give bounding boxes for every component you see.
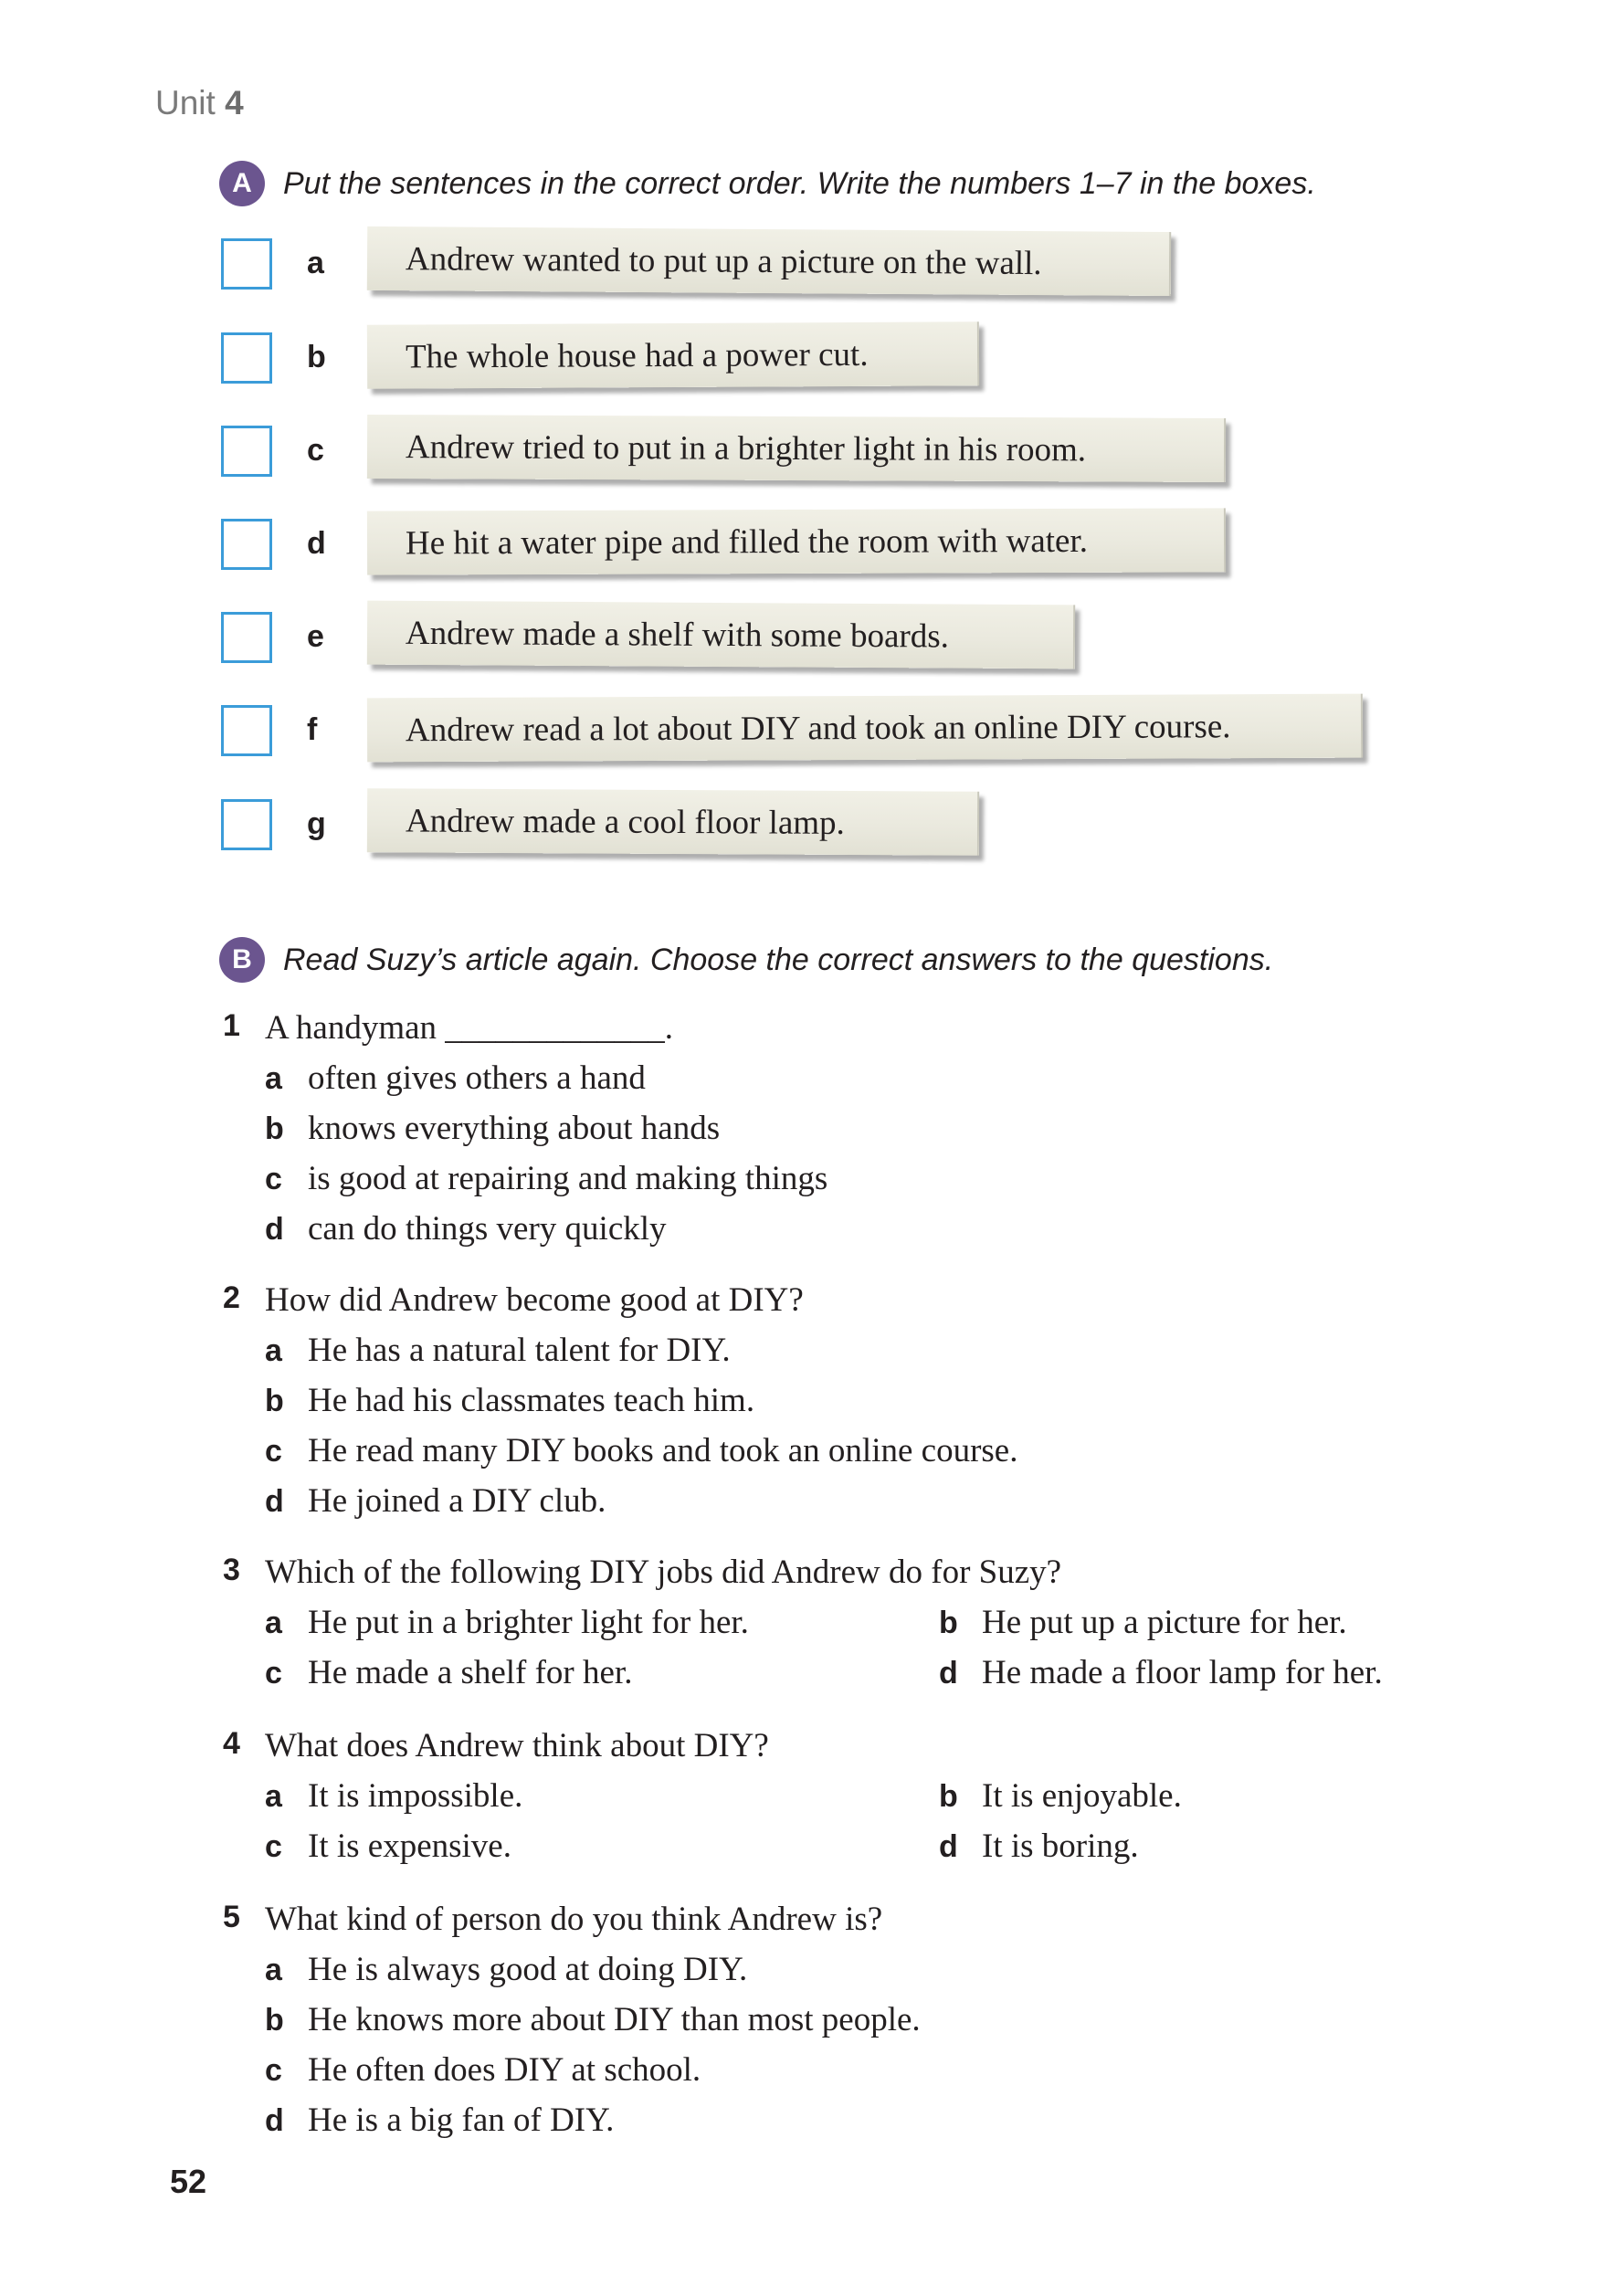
- option-letter: a: [265, 1061, 282, 1096]
- answer-box-a[interactable]: [221, 238, 272, 290]
- order-letter: f: [307, 712, 318, 747]
- order-letter: b: [307, 340, 326, 374]
- option-letter: a: [265, 1333, 282, 1368]
- option-letter: c: [265, 1656, 282, 1690]
- option-text: He put up a picture for her.: [982, 1604, 1347, 1641]
- section-a-instruction: Put the sentences in the correct order. Write the numbers 1–7 in the boxes.: [283, 165, 1316, 201]
- question-number: 3: [223, 1553, 240, 1587]
- option-3b[interactable]: [939, 1603, 1347, 1642]
- sentence-strip: Andrew tried to put in a brighter light in his room.: [367, 415, 1226, 482]
- option-5d[interactable]: [265, 2101, 614, 2140]
- answer-box-g[interactable]: [221, 799, 272, 850]
- question-number: 4: [223, 1726, 240, 1761]
- option-letter: a: [265, 1606, 282, 1640]
- option-letter: c: [265, 1434, 282, 1469]
- option-4a[interactable]: [265, 1776, 522, 1816]
- option-letter: b: [265, 2003, 284, 2038]
- option-3d[interactable]: [939, 1653, 1383, 1692]
- answer-box-c[interactable]: [221, 426, 272, 477]
- option-1a[interactable]: [265, 1058, 646, 1098]
- section-a-heading: [219, 161, 1316, 206]
- option-letter: d: [939, 1656, 958, 1690]
- option-letter: d: [265, 2103, 284, 2138]
- option-text: often gives others a hand: [308, 1059, 646, 1097]
- order-letter: e: [307, 619, 324, 654]
- option-text: He joined a DIY club.: [308, 1482, 606, 1520]
- option-letter: a: [265, 1779, 282, 1814]
- answer-box-f[interactable]: [221, 705, 272, 756]
- option-letter: d: [265, 1212, 284, 1247]
- option-text: is good at repairing and making things: [308, 1160, 828, 1197]
- option-4d[interactable]: [939, 1827, 1139, 1866]
- option-2d[interactable]: [265, 1481, 606, 1521]
- option-text: He is always good at doing DIY.: [308, 1951, 748, 1988]
- option-text: He has a natural talent for DIY.: [308, 1332, 731, 1369]
- option-letter: b: [265, 1111, 284, 1146]
- option-3a[interactable]: [265, 1603, 749, 1642]
- option-letter: d: [939, 1829, 958, 1864]
- option-letter: c: [265, 1162, 282, 1196]
- sentence-strip: He hit a water pipe and filled the room with water.: [367, 508, 1226, 574]
- option-text: He is a big fan of DIY.: [308, 2101, 615, 2139]
- option-letter: b: [939, 1779, 958, 1814]
- question-text: How did Andrew become good at DIY?: [265, 1281, 804, 1319]
- option-letter: b: [265, 1384, 284, 1418]
- unit-word: Unit: [155, 84, 216, 121]
- unit-number: 4: [225, 84, 244, 121]
- option-letter: c: [265, 2053, 282, 2088]
- option-1c[interactable]: [265, 1159, 827, 1198]
- sentence-strip: Andrew wanted to put up a picture on the wall.: [367, 226, 1171, 296]
- section-a-badge: A: [219, 161, 265, 206]
- order-letter: c: [307, 433, 324, 468]
- option-5c[interactable]: [265, 2050, 701, 2090]
- sentence-strip: Andrew read a lot about DIY and took an online DIY course.: [367, 694, 1363, 763]
- option-5a[interactable]: [265, 1950, 747, 1989]
- sentence-strip: Andrew made a cool floor lamp.: [367, 788, 979, 856]
- option-text: He knows more about DIY than most people.: [308, 2001, 921, 2038]
- option-text: He made a floor lamp for her.: [982, 1654, 1383, 1691]
- answer-box-d[interactable]: [221, 519, 272, 570]
- option-text: He read many DIY books and took an online course.: [308, 1432, 1018, 1469]
- answer-box-e[interactable]: [221, 612, 272, 663]
- option-5b[interactable]: [265, 2000, 921, 2039]
- option-2a[interactable]: [265, 1331, 731, 1370]
- question-text: A handyman _____________.: [265, 1009, 674, 1047]
- option-text: It is impossible.: [308, 1777, 523, 1815]
- option-1b[interactable]: [265, 1109, 720, 1148]
- section-b-heading: [219, 937, 1273, 983]
- sentence-strip: Andrew made a shelf with some boards.: [367, 601, 1075, 669]
- order-letter: g: [307, 806, 326, 841]
- section-b-instruction: Read Suzy’s article again. Choose the correct answers to the questions.: [283, 942, 1274, 977]
- option-text: He made a shelf for her.: [308, 1654, 633, 1691]
- option-4c[interactable]: [265, 1827, 511, 1866]
- option-letter: d: [265, 1484, 284, 1519]
- sentence-strip: The whole house had a power cut.: [367, 321, 979, 389]
- section-b-badge: B: [219, 937, 265, 983]
- answer-box-b[interactable]: [221, 332, 272, 384]
- option-text: He often does DIY at school.: [308, 2051, 701, 2089]
- option-letter: b: [939, 1606, 958, 1640]
- option-text: It is expensive.: [308, 1827, 511, 1865]
- option-3c[interactable]: [265, 1653, 632, 1692]
- order-letter: a: [307, 246, 324, 280]
- option-text: can do things very quickly: [308, 1210, 667, 1248]
- option-text: It is boring.: [982, 1827, 1139, 1865]
- order-letter: d: [307, 526, 326, 561]
- option-letter: c: [265, 1829, 282, 1864]
- option-text: He put in a brighter light for her.: [308, 1604, 749, 1641]
- question-number: 2: [223, 1280, 240, 1315]
- question-text: What does Andrew think about DIY?: [265, 1727, 769, 1764]
- question-text: Which of the following DIY jobs did Andrew do for Suzy?: [265, 1553, 1062, 1591]
- question-number: 1: [223, 1008, 240, 1043]
- page-number: 52: [170, 2163, 207, 2200]
- option-2c[interactable]: [265, 1431, 1017, 1470]
- option-text: He had his classmates teach him.: [308, 1382, 755, 1419]
- option-text: It is enjoyable.: [982, 1777, 1182, 1815]
- option-2b[interactable]: [265, 1381, 754, 1420]
- option-letter: a: [265, 1953, 282, 1987]
- question-number: 5: [223, 1900, 240, 1934]
- option-1d[interactable]: [265, 1209, 667, 1248]
- option-text: knows everything about hands: [308, 1110, 721, 1147]
- question-text: What kind of person do you think Andrew is?: [265, 1901, 883, 1938]
- option-4b[interactable]: [939, 1776, 1182, 1816]
- unit-label: [155, 84, 244, 122]
